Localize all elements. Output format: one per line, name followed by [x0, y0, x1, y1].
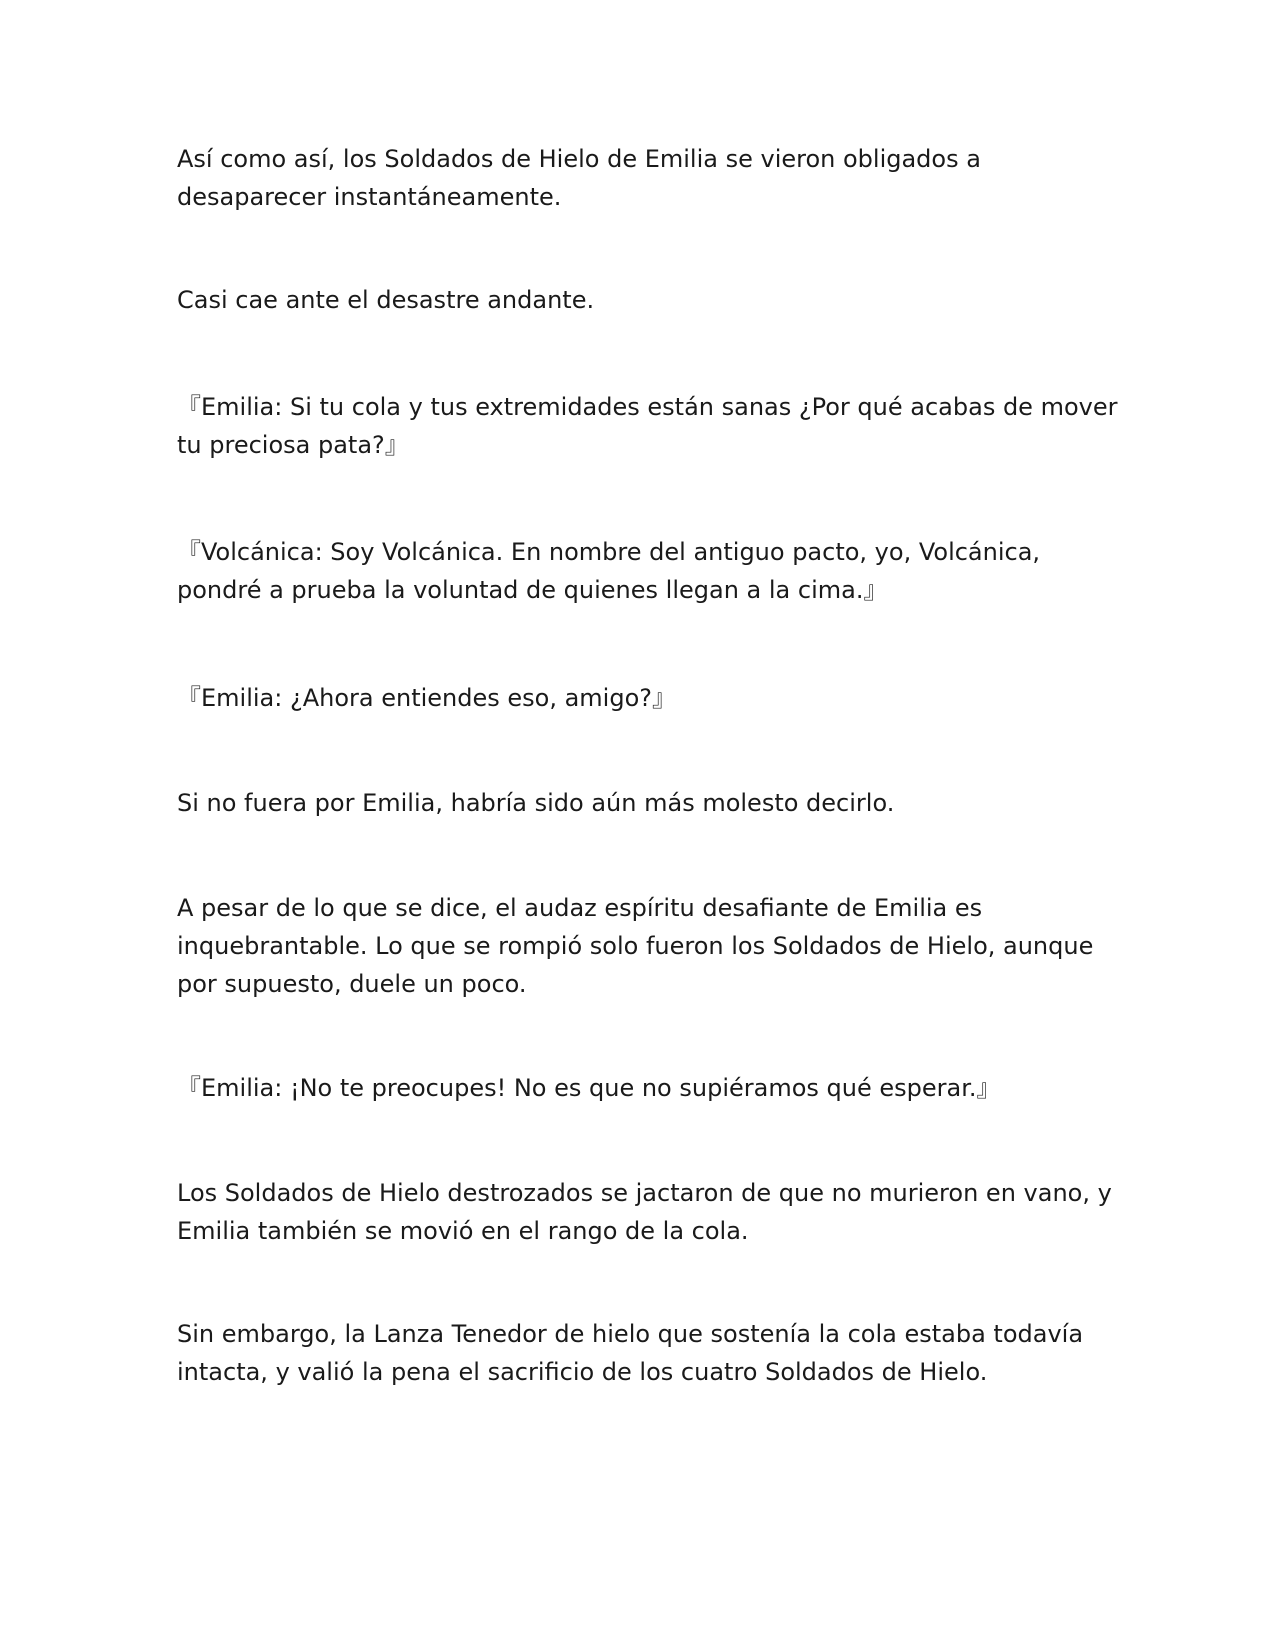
text-line: Si no fuera por Emilia, habría sido aún más molesto decirlo. — [177, 789, 895, 817]
paragraph — [177, 140, 1117, 216]
text-line: A pesar de lo que se dice, el audaz espíritu desafiante de Emilia es — [177, 894, 983, 922]
dialogue-paragraph — [177, 388, 1117, 464]
text-line: desaparecer instantáneamente. — [177, 183, 562, 211]
text-line: Sin embargo, la Lanza Tenedor de hielo que sostenía la cola estaba todavía — [177, 1320, 1084, 1348]
text-line: Los Soldados de Hielo destrozados se jactaron de que no murieron en vano, y — [177, 1179, 1112, 1207]
text-line: Casi cae ante el desastre andante. — [177, 286, 595, 314]
dialogue-paragraph — [177, 1069, 1117, 1107]
dialogue-paragraph — [177, 679, 1117, 717]
text-line: 『Emilia: ¡No te preocupes! No es que no supiéramos qué esperar.』 — [177, 1074, 1001, 1102]
text-line: 『Emilia: ¿Ahora entiendes eso, amigo?』 — [177, 684, 677, 712]
paragraph — [177, 784, 1117, 822]
text-line: inquebrantable. Lo que se rompió solo fueron los Soldados de Hielo, aunque — [177, 932, 1094, 960]
text-line: por supuesto, duele un poco. — [177, 970, 527, 998]
text-line: intacta, y valió la pena el sacrificio de los cuatro Soldados de Hielo. — [177, 1358, 988, 1386]
text-line: 『Volcánica: Soy Volcánica. En nombre del antiguo pacto, yo, Volcánica, — [177, 538, 1041, 566]
dialogue-paragraph — [177, 533, 1117, 609]
paragraph — [177, 281, 1117, 319]
paragraph — [177, 1315, 1117, 1391]
text-line: 『Emilia: Si tu cola y tus extremidades están sanas ¿Por qué acabas de mover — [177, 393, 1118, 421]
paragraph — [177, 889, 1117, 1003]
text-line: Así como así, los Soldados de Hielo de Emilia se vieron obligados a — [177, 145, 981, 173]
paragraph — [177, 1174, 1117, 1250]
text-line: pondré a prueba la voluntad de quienes llegan a la cima.』 — [177, 576, 888, 604]
text-line: Emilia también se movió en el rango de la cola. — [177, 1217, 749, 1245]
text-line: tu preciosa pata?』 — [177, 431, 409, 459]
